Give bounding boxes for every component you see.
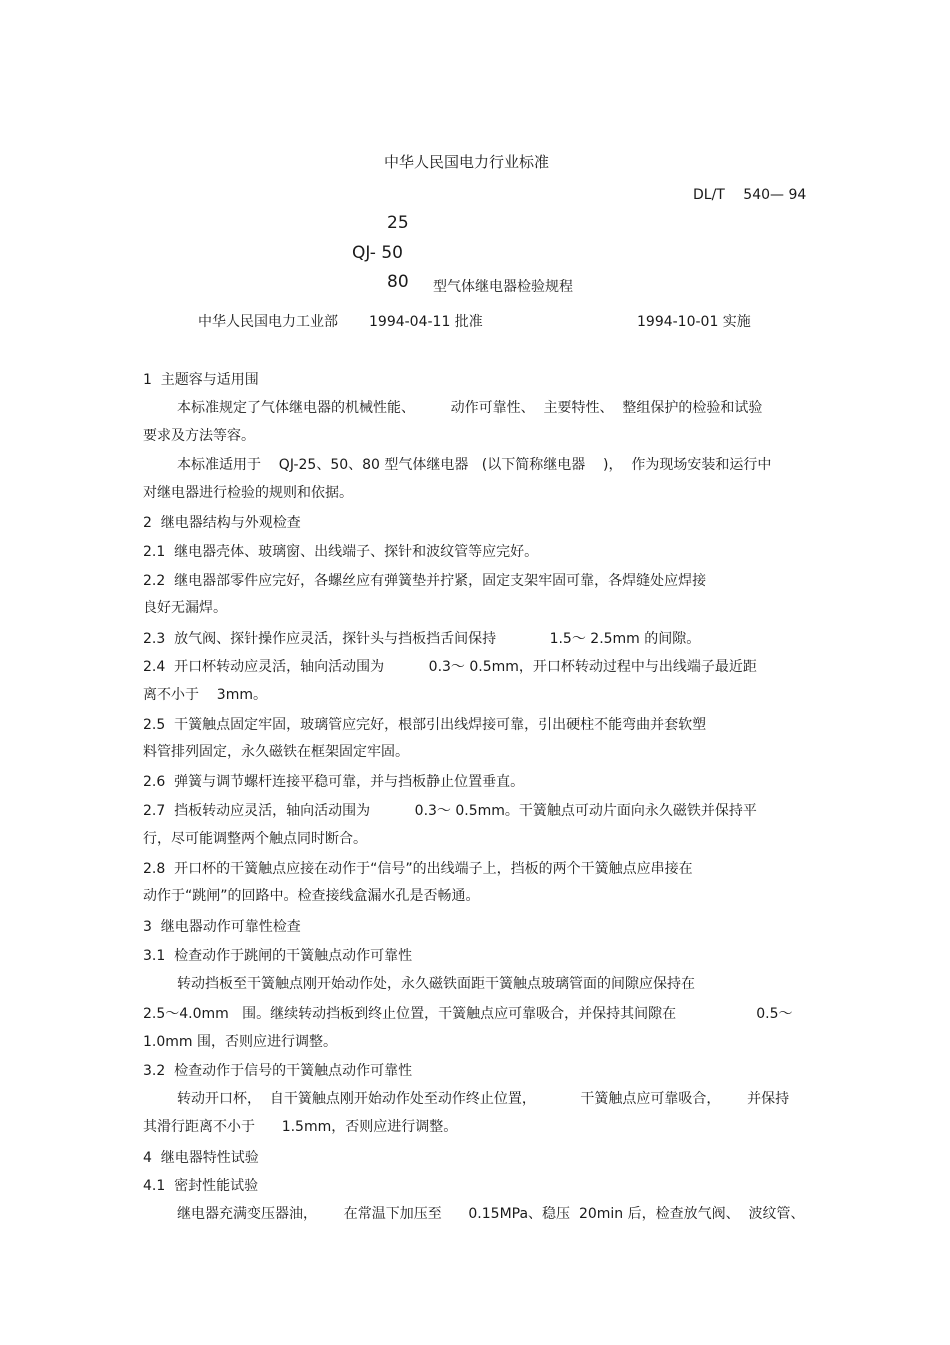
implement-date: 1994-10-01 实施	[637, 314, 751, 330]
paragraph-line: 其滑行距离不小于 1.5mm，否则应进行调整。	[143, 1119, 458, 1135]
clause-line: 2.6 弹簧与调节螺杆连接平稳可靠，并与挡板静止位置垂直。	[143, 774, 525, 790]
section-heading: 2 继电器结构与外观检查	[143, 515, 301, 531]
clause-line: 2.3 放气阀、探针操作应灵活，探针头与挡板挡舌间保持 1.5～ 2.5mm 的间隙。	[143, 631, 701, 647]
clause-line: 4.1 密封性能试验	[143, 1178, 259, 1194]
paragraph-line: 要求及方法等容。	[143, 428, 255, 444]
clause-line: 3.2 检查动作于信号的干簧触点动作可靠性	[143, 1063, 413, 1079]
paragraph-line: 对继电器进行检验的规则和依据。	[143, 485, 353, 501]
clause-line: 2.5 干簧触点固定牢固，玻璃管应完好，根部引出线焊接可靠，引出硬柱不能弯曲并套软塑	[143, 717, 707, 733]
section-heading: 1 主题容与适用围	[143, 372, 259, 388]
paragraph-line: 转动挡板至干簧触点刚开始动作处，永久磁铁面距干簧触点玻璃管面的间隙应保持在	[177, 976, 695, 992]
clause-line: 行，尽可能调整两个触点同时断合。	[143, 831, 367, 847]
paragraph-line: 1.0mm 围，否则应进行调整。	[143, 1034, 337, 1050]
standard-code: DL/T 540— 94	[693, 187, 807, 203]
approve-date: 1994-04-11 批准	[369, 314, 483, 330]
clause-line: 2.1 继电器壳体、玻璃窗、出线端子、探针和波纹管等应完好。	[143, 544, 539, 560]
clause-line: 3.1 检查动作于跳闸的干簧触点动作可靠性	[143, 948, 413, 964]
clause-line: 料管排列固定，永久磁铁在框架固定牢固。	[143, 744, 409, 760]
model-top: 25	[387, 213, 409, 233]
model-mid: QJ- 50	[352, 243, 403, 263]
paragraph-line: 2.5～4.0mm 围。继续转动挡板到终止位置，干簧触点应可靠吸合，并保持其间隙在 0.5～	[143, 1006, 793, 1022]
clause-line: 2.2 继电器部零件应完好，各螺丝应有弹簧垫并拧紧，固定支架牢固可靠，各焊缝处应焊接	[143, 573, 707, 589]
paragraph-line: 本标准适用于 QJ-25、50、80 型气体继电器 (以下简称继电器 )， 作为现场安装和运行中	[177, 457, 772, 473]
org-standard: 中华人民国电力行业标准	[384, 153, 550, 171]
section-heading: 3 继电器动作可靠性检查	[143, 919, 301, 935]
section-heading: 4 继电器特性试验	[143, 1150, 259, 1166]
clause-line: 2.7 挡板转动应灵活，轴向活动围为 0.3～ 0.5mm。干簧触点可动片面向永久磁铁并保持平	[143, 803, 757, 819]
paragraph-line: 继电器充满变压器油， 在常温下加压至 0.15MPa、稳压 20min 后，检查放气阀、 波纹管、	[177, 1206, 805, 1222]
doc-title: 型气体继电器检验规程	[433, 279, 573, 295]
clause-line: 离不小于 3mm。	[143, 687, 267, 703]
paragraph-line: 本标准规定了气体继电器的机械性能、 动作可靠性、 主要特性、 整组保护的检验和试验	[177, 400, 763, 416]
model-bot: 80	[387, 272, 409, 292]
clause-line: 2.4 开口杯转动应灵活，轴向活动围为 0.3～ 0.5mm，开口杯转动过程中与出线端子最近距	[143, 659, 757, 675]
clause-line: 良好无漏焊。	[143, 600, 227, 616]
paragraph-line: 转动开口杯， 自干簧触点刚开始动作处至动作终止位置， 干簧触点应可靠吸合， 并保持	[177, 1091, 790, 1107]
clause-line: 2.8 开口杯的干簧触点应接在动作于“信号”的出线端子上，挡板的两个干簧触点应串接在	[143, 861, 693, 877]
issuer: 中华人民国电力工业部	[198, 314, 338, 330]
clause-line: 动作于“跳闸”的回路中。检查接线盒漏水孔是否畅通。	[143, 888, 480, 904]
